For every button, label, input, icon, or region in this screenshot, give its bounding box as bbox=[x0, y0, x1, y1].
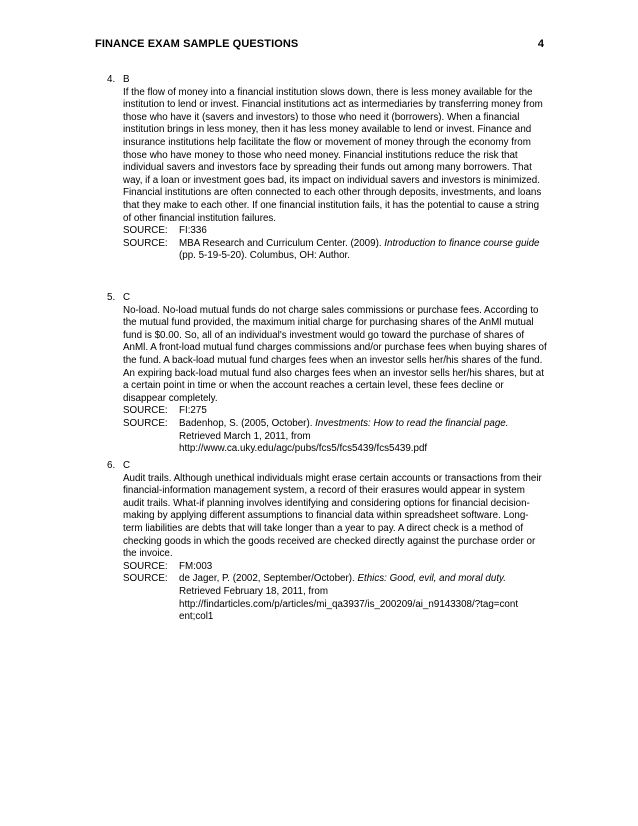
page-number: 4 bbox=[537, 38, 544, 50]
reference-url-continued: ent;col1 bbox=[179, 611, 214, 623]
source-line bbox=[123, 225, 547, 238]
source-label: SOURCE: bbox=[123, 573, 168, 585]
question-number: 6. bbox=[107, 460, 116, 471]
question-5 bbox=[107, 292, 547, 456]
source-reference bbox=[123, 418, 547, 456]
answer-explanation: If the flow of money into a financial institution slows down, there is less money available for the institution to lend or invest. Financial institutions act as intermediaries by transferring money from those who have it (savers and investors) to those who need it (borrowers). When a financial institution brings in less money, then it has less money available to lend or invest. Finance and insurance institutions help facilitate the flow or movement of money through the economy from those who have money to those who need money. Financial institutions reduce the risk that individual savers and investors face by spreading their funds out among many borrowers. That way, if a loan or investment goes bad, its impact on individual savers and investors is minimized. Financial institutions are often connected to each other through deposits, investments, and loans that they make to each other. If one financial institution fails, it has the potential to cause a string of other financial institution failures. bbox=[123, 86, 543, 224]
question-4 bbox=[107, 74, 547, 263]
source-label: SOURCE: bbox=[123, 225, 168, 237]
source-reference bbox=[123, 573, 547, 623]
answer-letter: C bbox=[123, 460, 131, 471]
question-number: 5. bbox=[107, 292, 116, 303]
answer-explanation: No-load. No-load mutual funds do not charge sales commissions or purchase fees. According to the mutual fund provided, the maximum initial charge for purchasing shares of the AnMl mutual fund is $0.00. So, all of an individual's investment would go toward the purchase of shares of AnMl. A front-load mutual fund charges commissions and/or purchase fees when buying shares of the fund. A back-load mutual fund charges fees when an investor sells her/his shares of the fund. An expiring back-load mutual fund also charges fees when an investor sells her/his shares, but at a certain point in time or when the account reaches a certain level, these fees decline or disappear completely. bbox=[123, 304, 547, 404]
reference-url: http://findarticles.com/p/articles/mi_qa3937/is_200209/ai_n9143308/?tag=cont bbox=[179, 598, 519, 610]
source-label: SOURCE: bbox=[123, 405, 168, 417]
source-label: SOURCE: bbox=[123, 237, 168, 249]
source-line bbox=[123, 405, 547, 418]
source-value: FM:003 bbox=[179, 560, 213, 572]
reference-authors: Badenhop, S. (2005, October). bbox=[179, 417, 316, 429]
answer-explanation: Audit trails. Although unethical individuals might erase certain accounts or transactions from their financial-information management system, a record of their erasures would appear in system audit trails. What-if planning involves identifying and considering options for financial decision-making by applying different assumptions to financial data within spreadsheet software. Long-term liabilities are debts that will take longer than a year to pay. A direct check is a method of checking goods in which the goods received are checked directly against the purchase order or the invoice. bbox=[123, 472, 542, 560]
source-line bbox=[123, 561, 547, 574]
source-label: SOURCE: bbox=[123, 417, 168, 429]
question-6 bbox=[107, 460, 547, 624]
reference-text bbox=[179, 573, 547, 623]
reference-title: Investments: How to read the financial page. bbox=[315, 417, 509, 429]
source-value: FI:336 bbox=[179, 225, 207, 237]
page-header bbox=[95, 38, 544, 54]
reference-title: Introduction to finance course guide bbox=[384, 237, 540, 249]
source-reference bbox=[123, 238, 547, 263]
reference-retrieved: Retrieved February 18, 2011, from bbox=[179, 585, 329, 597]
answer-letter: B bbox=[123, 74, 130, 85]
source-value: FI:275 bbox=[179, 405, 207, 417]
reference-title: Ethics: Good, evil, and moral duty. bbox=[357, 573, 506, 585]
reference-retrieved: Retrieved March 1, 2011, from bbox=[179, 430, 311, 442]
answer-letter: C bbox=[123, 292, 131, 303]
document-title: FINANCE EXAM SAMPLE QUESTIONS bbox=[95, 38, 299, 50]
reference-authors: de Jager, P. (2002, September/October). bbox=[179, 573, 358, 585]
reference-text bbox=[179, 238, 547, 263]
reference-text bbox=[179, 418, 547, 456]
reference-details: (pp. 5-19-5-20). Columbus, OH: Author. bbox=[179, 250, 350, 262]
reference-authors: MBA Research and Curriculum Center. (2009). bbox=[179, 237, 385, 249]
question-number: 4. bbox=[107, 74, 116, 85]
source-label: SOURCE: bbox=[123, 560, 168, 572]
reference-url: http://www.ca.uky.edu/agc/pubs/fcs5/fcs5439/fcs5439.pdf bbox=[179, 443, 428, 455]
